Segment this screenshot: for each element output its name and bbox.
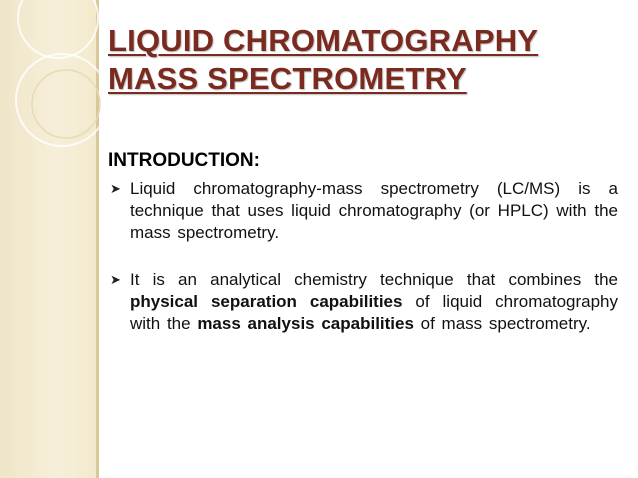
bullet-list (108, 178, 618, 335)
decorative-circle-large (18, 0, 98, 58)
bullet-2-text-part-2: of liquid chromatography with the (130, 292, 619, 333)
decorative-circle-inner (32, 70, 100, 138)
bullet-2-bold-physical-separation: physical separation capabilities (130, 292, 403, 311)
bullet-2-bold-mass-analysis: mass analysis capabilities (197, 314, 414, 333)
intro-heading: INTRODUCTION: (108, 150, 260, 171)
bullet-2-text-part-1: It is an analytical chemistry technique that combines the (130, 270, 618, 289)
bullet-item-2 (108, 269, 618, 335)
bullet-item-1 (108, 178, 618, 244)
slide-title (108, 22, 628, 98)
arrow-bullet-icon: ➤ (110, 181, 121, 196)
bullet-1-text: Liquid chromatography-mass spectrometry (LC/MS) is a technique that uses liquid chromatography (or HPLC) with the mass spectrometry. (130, 179, 618, 242)
bullet-2-text-part-3: of mass spectrometry. (413, 314, 591, 333)
slide-title-line-1: LIQUID CHROMATOGRAPHY (108, 23, 539, 58)
decorative-circle-middle (16, 54, 108, 146)
arrow-bullet-icon: ➤ (110, 272, 121, 287)
slide-title-line-2: MASS SPECTROMETRY (108, 61, 467, 96)
